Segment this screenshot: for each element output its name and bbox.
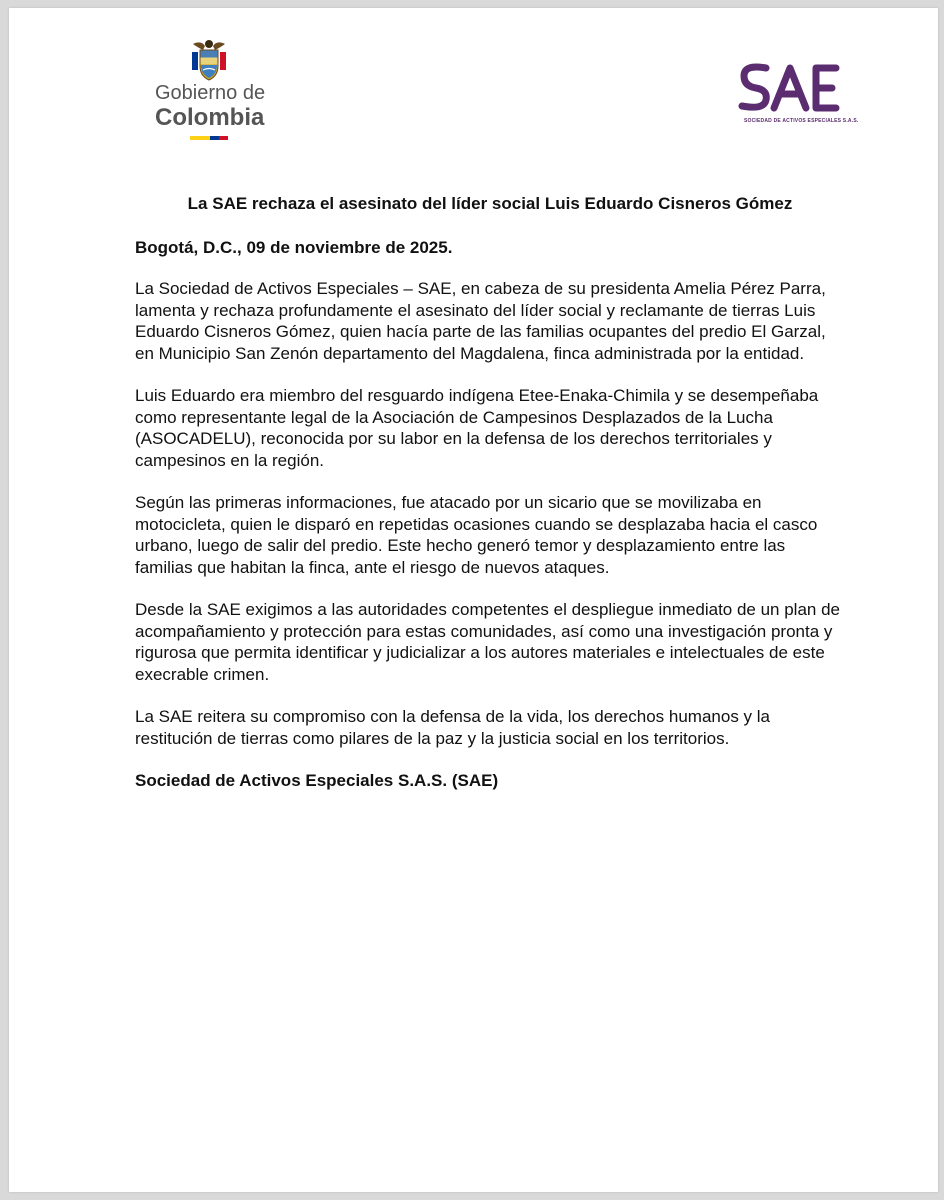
dateline: Bogotá, D.C., 09 de noviembre de 2025. xyxy=(135,238,453,257)
paragraph-4: Desde la SAE exigimos a las autoridades competentes el despliegue inmediato de un plan de acompañamiento y protección para estas comunidades, así como una investigación pronta y rigurosa que permita identificar y judicializar a los autores materiales e intelectuales de este execrable crimen. xyxy=(135,600,841,684)
press-release-body xyxy=(135,193,845,792)
flag-blue-stripe xyxy=(210,136,219,140)
signature: Sociedad de Activos Especiales S.A.S. (SAE) xyxy=(135,771,499,790)
colombia-flag-bar xyxy=(190,136,228,140)
gov-logo-line2: Colombia xyxy=(155,104,265,131)
gobierno-de-colombia-logo xyxy=(147,38,272,148)
paragraph-1: La Sociedad de Activos Especiales – SAE, en cabeza de su presidenta Amelia Pérez Parra, lamenta y rechaza profundamente el asesinato del líder social y reclamante de tierras Luis Eduardo Cisneros Gómez, quien hacía parte de las familias ocupantes del predio El Garzal, en Municipio San Zenón departamento del Magdalena, finca administrada por la entidad. xyxy=(135,279,826,363)
sae-logo-tagline: SOCIEDAD DE ACTIVOS ESPECIALES S.A.S. xyxy=(744,118,859,124)
flag-red-stripe xyxy=(219,136,228,140)
flag-yellow-stripe xyxy=(190,136,210,140)
paragraph-2: Luis Eduardo era miembro del resguardo indígena Etee-Enaka-Chimila y se desempeñaba como representante legal de la Asociación de Campesinos Desplazados de la Lucha (ASOCADELU), reconocida por su labor en la defensa de los derechos territoriales y campesinos en la región. xyxy=(135,386,819,470)
sae-logo-mark-icon xyxy=(736,60,846,114)
colombia-coat-of-arms-icon xyxy=(189,38,229,82)
document-page xyxy=(9,8,938,1192)
sae-logo xyxy=(736,60,859,130)
paragraph-3: Según las primeras informaciones, fue atacado por un sicario que se movilizaba en motocicleta, quien le disparó en repetidas ocasiones cuando se desplazaba hacia el casco urbano, luego de salir del predio. Este hecho generó temor y desplazamiento entre las familias que habitan la finca, ante el riesgo de nuevos ataques. xyxy=(135,493,818,577)
gov-logo-line1: Gobierno de xyxy=(155,82,266,104)
paragraph-5: La SAE reitera su compromiso con la defensa de la vida, los derechos humanos y la restitución de tierras como pilares de la paz y la justicia social en los territorios. xyxy=(135,707,771,748)
document-title: La SAE rechaza el asesinato del líder social Luis Eduardo Cisneros Gómez xyxy=(187,194,793,213)
